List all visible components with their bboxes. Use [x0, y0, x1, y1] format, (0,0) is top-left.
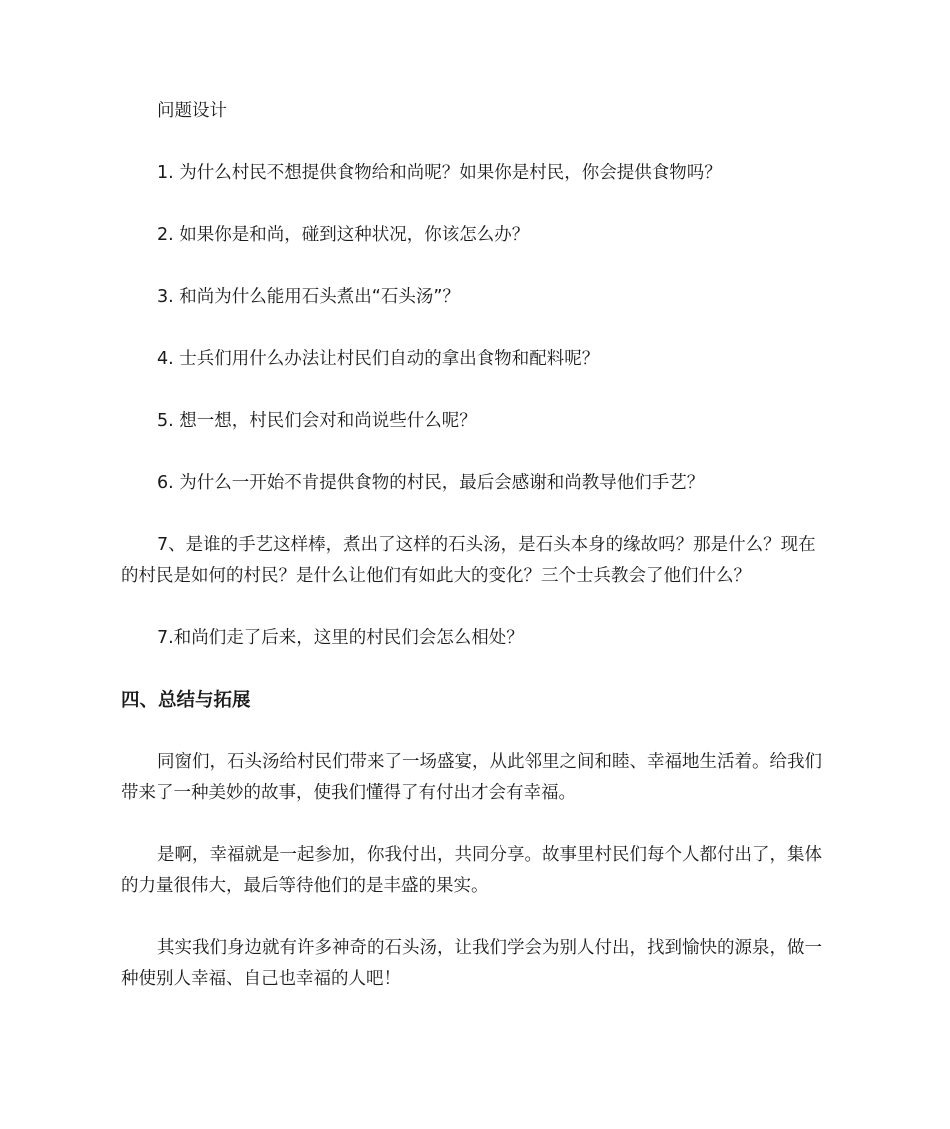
question-design-title: 问题设计 — [157, 101, 227, 121]
question-item-1: 1. 为什么村民不想提供食物给和尚呢？如果你是村民，你会提供食物吗？ — [157, 163, 722, 183]
summary-paragraph-1: 同窗们，石头汤给村民们带来了一场盛宴，从此邻里之间和睦、幸福地生活着。给我们带来了一种美妙的故事，使我们懂得了有付出才会有幸福。 — [121, 752, 822, 803]
question-item-5: 5. 想一想，村民们会对和尚说些什么呢？ — [157, 411, 477, 431]
question-item-7b: 7.和尚们走了后来，这里的村民们会怎么相处？ — [157, 628, 524, 648]
question-item-6: 6. 为什么一开始不肯提供食物的村民，最后会感谢和尚教导他们手艺？ — [157, 473, 705, 493]
summary-paragraph-3: 其实我们身边就有许多神奇的石头汤，让我们学会为别人付出，找到愉快的源泉，做一种使别人幸福、自己也幸福的人吧！ — [121, 938, 822, 989]
question-item-7: 7、是谁的手艺这样棒，煮出了这样的石头汤，是石头本身的缘故吗？那是什么？现在的村民是如何的村民？是什么让他们有如此大的变化？三个士兵教会了他们什么？ — [121, 535, 816, 586]
question-item-4: 4. 士兵们用什么办法让村民们自动的拿出食物和配料呢？ — [157, 349, 600, 369]
summary-paragraph-2: 是啊，幸福就是一起参加，你我付出，共同分享。故事里村民们每个人都付出了，集体的力量很伟大，最后等待他们的是丰盛的果实。 — [121, 845, 822, 896]
question-item-2: 2. 如果你是和尚，碰到这种状况，你该怎么办？ — [157, 225, 530, 245]
section-heading: 四、总结与拓展 — [121, 690, 251, 711]
document-body — [121, 96, 833, 1026]
question-item-3: 3. 和尚为什么能用石头煮出“石头汤”？ — [157, 287, 460, 307]
